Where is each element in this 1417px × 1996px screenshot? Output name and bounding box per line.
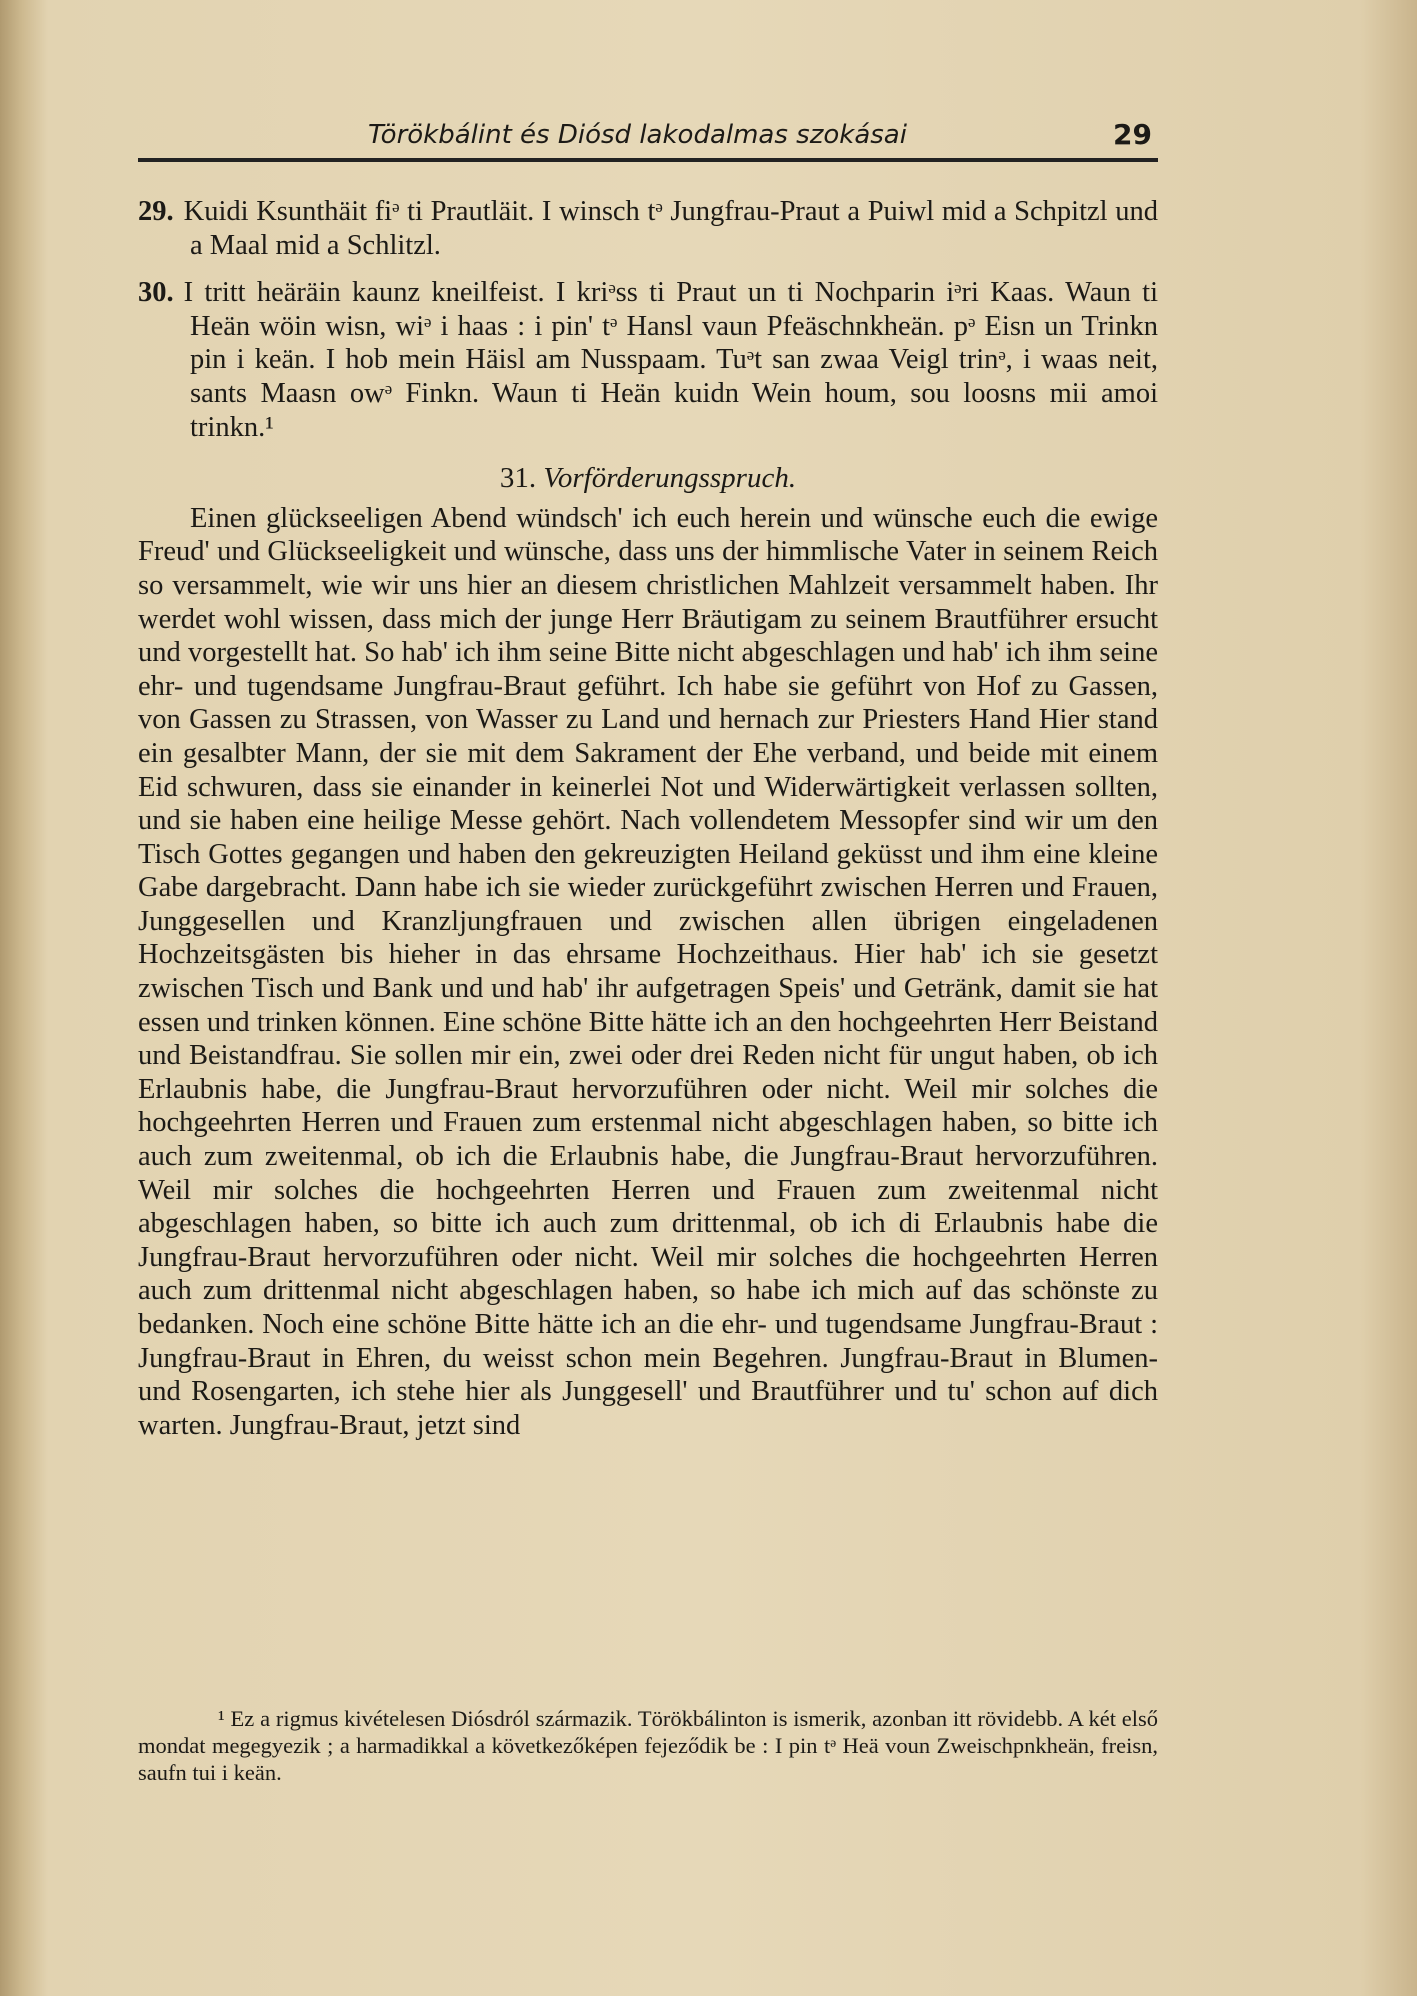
entry-text: Kuidi Ksunthäit fiᵊ ti Prautläit. I winsch tᵊ Jungfrau-Praut a Puiwl mid a Schpitzl und a Maal mid a Schlitzl. — [183, 196, 1158, 261]
section-title: Vorförderungsspruch. — [543, 462, 797, 495]
entry-30 — [138, 276, 1158, 444]
section-paragraph: Einen glückseeligen Abend wündsch' ich euch herein und wünsche euch die ewige Freud' und Glückseeligkeit und wünsche, dass uns der himmlische Vater in seinem Reich so versammelt, wie wir uns hier an diesem christlichen Mahlzeit versammelt haben. Ihr werdet wohl wissen, dass mich der junge Herr Bräutigam zu seinem Brautführer ersucht und vorgestellt hat. So hab' ich ihm seine Bitte nicht abgeschlagen und hab' ich ihm seine ehr- und tugendsame Jungfrau-Braut geführt. Ich habe sie geführt von Hof zu Gassen, von Gassen zu Strassen, von Wasser zu Land und hernach zur Priesters Hand Hier stand ein gesalbter Mann, der sie mit dem Sakrament der Ehe verband, und beide mit einem Eid schwuren, dass sie einander in keinerlei Not und Widerwärtigkeit verlassen sollten, und sie haben eine heilige Messe gehört. Nach vollendetem Messopfer sind wir um den Tisch Gottes gegangen und haben den gekreuzigten Heiland geküsst und ihm eine kleine Gabe dargebracht. Dann habe ich sie wieder zurückgeführt zwischen Herren und Frauen, Junggesellen und Kranzljungfrauen und zwischen allen übrigen eingeladenen Hochzeitsgästen bis hieher in das ehrsame Hochzeithaus. Hier hab' ich sie gesetzt zwischen Tisch und Bank und und hab' ihr aufgetragen Speis' und Getränk, damit sie hat essen und trinken können. Eine schöne Bitte hätte ich an den hochgeehrten Herr Beistand und Beistandfrau. Sie sollen mir ein, zwei oder drei Reden nicht für ungut haben, ob ich Erlaubnis habe, die Jungfrau-Braut hervorzuführen oder nicht. Weil mir solches die hochgeehrten Herren und Frauen zum erstenmal nicht abgeschlagen haben, so bitte ich auch zum zweitenmal, ob ich die Erlaubnis habe, die Jungfrau-Braut hervorzuführen. Weil mir solches die hochgeehrten Herren und Frauen zum zweitenmal nicht abgeschlagen haben, so bitte ich auch zum drittenmal, ob ich di Erlaubnis habe die Jungfrau-Braut hervorzuführen oder nicht. Weil mir solches die hochgeehrten Herren auch zum drittenmal nicht abgeschlagen haben, so habe ich mich auf das schönste zu bedanken. Noch eine schöne Bitte hätte ich an die ehr- und tugendsame Jungfrau-Braut : Jungfrau-Braut in Ehren, du weisst schon mein Begehren. Jungfrau-Braut in Blumen- und Rosengarten, ich stehe hier als Junggesell' und Brautführer und tu' schon auf dich warten. Jungfrau-Braut, jetzt sind — [138, 502, 1158, 1441]
page-number: 29 — [1113, 118, 1152, 151]
running-header — [138, 118, 1158, 162]
section-heading — [138, 462, 1158, 496]
main-text — [138, 195, 1158, 1442]
entry-29 — [138, 195, 1158, 262]
entry-number: 30. — [138, 277, 174, 309]
footnote-text: ¹ Ez a rigmus kivételesen Diósdról származik. Törökbálinton is ismerik, azonban itt rövidebb. A két első mondat megegyezik ; a harmadikkal a következőképen fejeződik be : I pin tᵊ Heä voun Zweischpnkheän, freisn, saufn tui i keän. — [138, 1706, 1158, 1785]
section-number: 31. — [499, 462, 537, 495]
entry-text: I tritt heäräin kaunz kneilfeist. I kriᵊss ti Praut un ti Nochparin iᵊri Kaas. Waun ti Heän wöin wisn, wiᵊ i haas : i pin' tᵊ Hansl vaun Pfeäschnkheän. pᵊ Eisn un Trinkn pin i keän. I hob mein Häisl am Nusspaam. Tuᵊt san zwaa Veigl trinᵊ, i waas neit, sants Maasn owᵊ Finkn. Waun ti Heän kuidn Wein houm, sou loosns mii amoi trinkn.¹ — [183, 277, 1158, 443]
entry-number: 29. — [138, 196, 174, 227]
running-title: Törökbálint és Diósd lakodalmas szokásai — [368, 120, 907, 150]
footnote — [138, 1705, 1158, 1786]
